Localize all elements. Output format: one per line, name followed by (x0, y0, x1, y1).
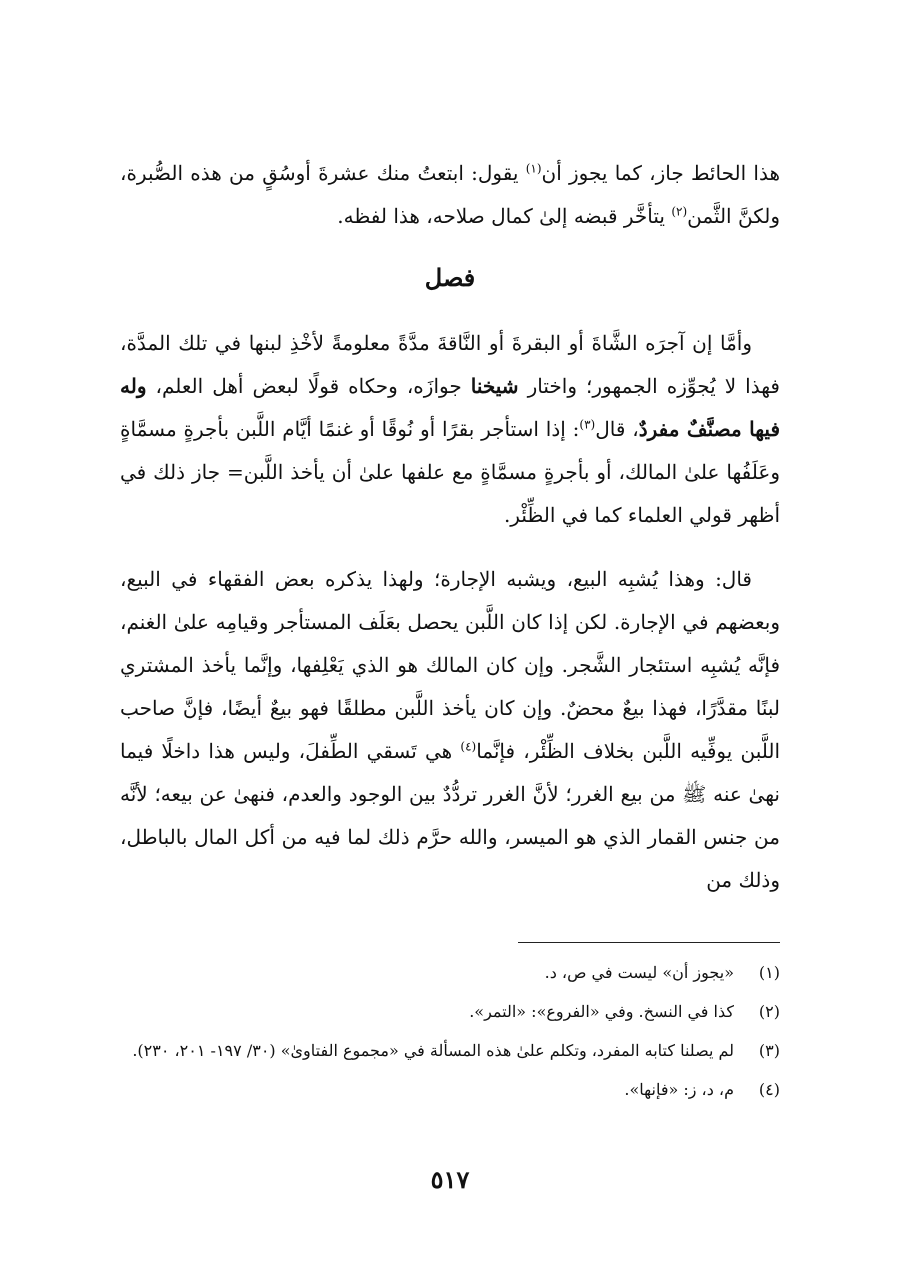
footnote-ref-4: (٤) (460, 739, 477, 754)
footnote-number: (٢) (758, 1002, 780, 1021)
footnote-text: م، د، ز: «فإنها». (624, 1080, 734, 1099)
paragraph-1-text-a: هذا الحائط جاز، كما يجوز أن (541, 161, 780, 185)
paragraph-2-text-d: : إذا استأجر بقرًا أو نُوقًا أو غنمًا أيَّام اللَّبن بأجرةٍ مسمَّاةٍ وعَلَفُها علىٰ المالك، أو بأجرةٍ مسمَّاةٍ مع علفها علىٰ أن يأخذ اللَّبن= جاز ذلك في أظهر قولي العلماء كما في الظِّئْر. (120, 417, 780, 527)
footnote-number: (٤) (758, 1080, 780, 1099)
footnote-ref-2: (٢) (671, 204, 688, 219)
paragraph-2-text-b: جوازَه، وحكاه قولًا لبعض أهل العلم، (146, 374, 471, 398)
footnote-item (120, 958, 780, 987)
paragraph-3-text-b: هي تَسقي الطِّفلَ، وليس هذا داخلًا فيما نهىٰ عنه ﷺ من بيع الغرر؛ لأنَّ الغرر تردُّدٌ بين الوجود والعدم، فنهىٰ عن بيعه؛ لأنَّه من جنس القمار الذي هو الميسر، والله حرَّم ذلك لما فيه من أكل المال بالباطل، وذلك من (120, 739, 780, 892)
footnote-text: «يجوز أن» ليست في ص، د. (544, 963, 734, 982)
section-heading: فصل (424, 263, 476, 292)
paragraph-2 (120, 322, 780, 537)
footnote-text: لم يصلنا كتابه المفرد، وتكلم علىٰ هذه المسألة في «مجموع الفتاوىٰ» (٣٠/ ١٩٧- ٢٠١، ٢٣٠). (132, 1041, 734, 1060)
footnote-item (120, 1036, 780, 1065)
paragraph-2-text-a: وأمَّا إن آجرَه الشَّاةَ أو البقرةَ أو النَّاقةَ مدَّةً معلومةً لأخْذِ لبنها في تلك المدَّة، فهذا لا يُجوِّزه الجمهور؛ واختار (120, 331, 780, 398)
footnote-ref-3: (٣) (579, 417, 596, 432)
footnote-number: (١) (758, 963, 780, 982)
paragraph-1-text-b: يقول: ابتعتُ منك عشرةَ أوسُقٍ من هذه الصُّبرة، ولكنَّ الثَّمن (120, 161, 780, 228)
paragraph-3-text-a: قال: وهذا يُشبِه البيع، ويشبه الإجارة؛ ولهذا يذكره بعض الفقهاء في البيع، وبعضهم في الإجارة. لكن إذا كان اللَّبن يحصل بعَلَف المستأجر وقيامِه علىٰ الغنم، فإنَّه يُشبِه استئجار الشَّجر. وإن كان المالك هو الذي يَعْلِفها، وإنَّما يأخذ المشتري لبنًا مقدَّرًا، فهذا بيعٌ محضٌ. وإن كان يأخذ اللَّبن مطلقًا فهو بيعٌ أيضًا، فإنَّ صاحب اللَّبن يوفِّيه اللَّبن بخلاف الظِّئْر، فإنَّما (120, 567, 780, 763)
footnote-item (120, 1075, 780, 1104)
paragraph-2-bold-b: وله فيها مصنَّفٌ مفردٌ (120, 374, 781, 441)
footnote-text: كذا في النسخ. وفي «الفروع»: «التمر». (469, 1002, 734, 1021)
footnote-number: (٣) (758, 1041, 780, 1060)
page-number: ٥١٧ (430, 1165, 470, 1194)
footnote-ref-1: (١) (525, 161, 542, 176)
paragraph-1 (120, 152, 780, 238)
footnote-separator (518, 942, 780, 943)
footnote-item (120, 997, 780, 1026)
paragraph-2-text-c: ، قال (595, 417, 639, 441)
paragraph-2-bold-a: شيخنا (470, 374, 519, 398)
paragraph-3 (120, 558, 780, 902)
footnotes (120, 958, 780, 1114)
paragraph-1-text-c: يتأخَّر قبضه إلىٰ كمال صلاحه، هذا لفظه. (337, 204, 672, 228)
